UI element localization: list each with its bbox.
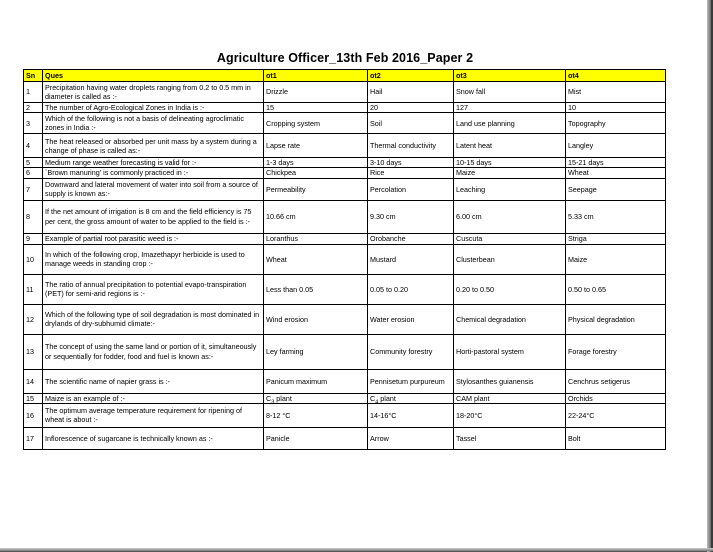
row-option-4: Mist — [566, 82, 666, 103]
table-row — [24, 200, 666, 233]
row-option-2: 3-10 days — [368, 158, 454, 168]
page-edge-shadow-bottom — [0, 548, 713, 551]
row-question: The scientific name of napier grass is :- — [43, 369, 264, 393]
row-option-1: Less than 0.05 — [264, 274, 368, 304]
row-question: In which of the following crop, Imazethapyr herbicide is used to manage weeds in standing crop :- — [43, 244, 264, 274]
row-question: The concept of using the same land or portion of it, simultaneously or sequentially for fodder, food and fuel is known as:- — [43, 334, 264, 369]
row-question: The ratio of annual precipitation to potential evapo-transpiration (PET) for semi-arid regions is :- — [43, 274, 264, 304]
row-question: Which of the following is not a basis of delineating agroclimatic zones in India :- — [43, 113, 264, 134]
row-option-4: Forage forestry — [566, 334, 666, 369]
row-sn: 1 — [24, 82, 43, 103]
table-row — [24, 393, 666, 403]
c3-suffix: plant — [274, 393, 292, 403]
row-option-2: Percolation — [368, 178, 454, 200]
c3-letter: C — [266, 393, 272, 403]
row-option-4: Striga — [566, 233, 666, 244]
row-option-3: Land use planning — [454, 113, 566, 134]
header-ot4: ot4 — [566, 70, 666, 82]
row-option-4: 22-24°C — [566, 403, 666, 427]
header-ot3: ot3 — [454, 70, 566, 82]
row-option-3: Cuscuta — [454, 233, 566, 244]
row-question: Inflorescence of sugarcane is technically known as :- — [43, 427, 264, 449]
table-row — [24, 334, 666, 369]
row-option-4: Physical degradation — [566, 304, 666, 334]
row-option-1 — [264, 393, 368, 403]
row-option-1: 15 — [264, 103, 368, 113]
row-sn: 5 — [24, 158, 43, 168]
row-question: Precipitation having water droplets ranging from 0.2 to 0.5 mm in diameter is called as :- — [43, 82, 264, 103]
row-option-3: Snow fall — [454, 82, 566, 103]
row-sn: 15 — [24, 393, 43, 403]
row-option-3: 6.00 cm — [454, 200, 566, 233]
c3-subscript: 3 — [271, 399, 275, 404]
row-sn: 14 — [24, 369, 43, 393]
row-sn: 3 — [24, 113, 43, 134]
page-title: Agriculture Officer_13th Feb 2016_Paper 2 — [216, 51, 474, 65]
row-option-2 — [368, 393, 454, 403]
row-option-3: 18-20°C — [454, 403, 566, 427]
row-sn: 17 — [24, 427, 43, 449]
row-option-4: Bolt — [566, 427, 666, 449]
row-sn: 16 — [24, 403, 43, 427]
row-question: The optimum average temperature requirement for ripening of wheat is about :- — [43, 403, 264, 427]
row-sn: 8 — [24, 200, 43, 233]
question-table — [23, 69, 666, 450]
c4-letter: C — [370, 393, 376, 403]
row-option-4: Seepage — [566, 178, 666, 200]
row-option-2: 0.05 to 0.20 — [368, 274, 454, 304]
table-row — [24, 113, 666, 134]
row-option-1: Drizzle — [264, 82, 368, 103]
page-edge-shadow-right — [707, 0, 711, 552]
row-option-1: Wheat — [264, 244, 368, 274]
table-row — [24, 274, 666, 304]
row-question: The heat released or absorbed per unit mass by a system during a change of phase is called as:- — [43, 134, 264, 158]
row-sn: 6 — [24, 168, 43, 178]
row-option-2: Hail — [368, 82, 454, 103]
table-header-row — [24, 70, 666, 82]
row-option-2: 20 — [368, 103, 454, 113]
row-option-3: Tassel — [454, 427, 566, 449]
row-option-1: Cropping system — [264, 113, 368, 134]
row-question: Which of the following type of soil degradation is most dominated in drylands of dry-subhumid climate:- — [43, 304, 264, 334]
row-option-4: 10 — [566, 103, 666, 113]
row-option-1: 10.66 cm — [264, 200, 368, 233]
table-row — [24, 369, 666, 393]
table-row — [24, 82, 666, 103]
row-option-2: Pennisetum purpureum — [368, 369, 454, 393]
table-row — [24, 244, 666, 274]
row-option-2: Rice — [368, 168, 454, 178]
row-option-2: Community forestry — [368, 334, 454, 369]
row-option-2: 14-16°C — [368, 403, 454, 427]
row-option-4: 0.50 to 0.65 — [566, 274, 666, 304]
row-option-3: 0.20 to 0.50 — [454, 274, 566, 304]
row-option-4: Langley — [566, 134, 666, 158]
row-sn: 2 — [24, 103, 43, 113]
table-row — [24, 178, 666, 200]
row-option-4: Cenchrus setigerus — [566, 369, 666, 393]
row-sn: 4 — [24, 134, 43, 158]
row-option-1: Permeability — [264, 178, 368, 200]
row-option-2: 9.30 cm — [368, 200, 454, 233]
row-option-3: Chemical degradation — [454, 304, 566, 334]
row-sn: 9 — [24, 233, 43, 244]
row-option-1: Ley farming — [264, 334, 368, 369]
row-option-4: Orchids — [566, 393, 666, 403]
table-row — [24, 403, 666, 427]
row-option-3: Stylosanthes guianensis — [454, 369, 566, 393]
row-option-2: Water erosion — [368, 304, 454, 334]
row-question: `Brown manuring' is commonly practiced in :- — [43, 168, 264, 178]
row-question: If the net amount of irrigation is 8 cm and the field efficiency is 75 per cent, the gross amount of water to be applied to the field is :- — [43, 200, 264, 233]
table-row — [24, 134, 666, 158]
row-sn: 10 — [24, 244, 43, 274]
row-option-2: Soil — [368, 113, 454, 134]
table-row — [24, 304, 666, 334]
row-option-1: Panicum maximum — [264, 369, 368, 393]
row-sn: 12 — [24, 304, 43, 334]
header-ot2: ot2 — [368, 70, 454, 82]
row-option-3: Clusterbean — [454, 244, 566, 274]
table-row — [24, 158, 666, 168]
row-option-4: Topography — [566, 113, 666, 134]
table-row — [24, 168, 666, 178]
row-option-3: 127 — [454, 103, 566, 113]
header-sn: Sn — [24, 70, 43, 82]
row-option-2: Arrow — [368, 427, 454, 449]
row-option-4: 15-21 days — [566, 158, 666, 168]
header-ques: Ques — [43, 70, 264, 82]
row-option-1: 8-12 °C — [264, 403, 368, 427]
row-option-3: Horti-pastoral system — [454, 334, 566, 369]
row-option-2: Mustard — [368, 244, 454, 274]
table-row — [24, 103, 666, 113]
table-row — [24, 427, 666, 449]
row-sn: 7 — [24, 178, 43, 200]
row-option-1: Lapse rate — [264, 134, 368, 158]
c4-suffix: plant — [378, 393, 396, 403]
row-option-3: Maize — [454, 168, 566, 178]
row-option-2: Orobanche — [368, 233, 454, 244]
row-sn: 13 — [24, 334, 43, 369]
row-question: The number of Agro-Ecological Zones in India is :- — [43, 103, 264, 113]
row-option-3: Leaching — [454, 178, 566, 200]
row-sn: 11 — [24, 274, 43, 304]
table-row — [24, 233, 666, 244]
row-question: Medium range weather forecasting is valid for :- — [43, 158, 264, 168]
row-question: Maize is an example of :- — [43, 393, 264, 403]
header-ot1: ot1 — [264, 70, 368, 82]
row-option-1: Chickpea — [264, 168, 368, 178]
row-option-4: 5.33 cm — [566, 200, 666, 233]
row-question: Downward and lateral movement of water into soil from a source of supply is known as:- — [43, 178, 264, 200]
row-question: Example of partial root parasitic weed is :- — [43, 233, 264, 244]
row-option-1: Loranthus — [264, 233, 368, 244]
row-option-1: 1-3 days — [264, 158, 368, 168]
c4-subscript: 4 — [375, 399, 379, 404]
row-option-3: Latent heat — [454, 134, 566, 158]
row-option-3: 10-15 days — [454, 158, 566, 168]
row-option-1: Panicle — [264, 427, 368, 449]
row-option-4: Maize — [566, 244, 666, 274]
row-option-2: Thermal conductivity — [368, 134, 454, 158]
row-option-1: Wind erosion — [264, 304, 368, 334]
row-option-3: CAM plant — [454, 393, 566, 403]
row-option-4: Wheat — [566, 168, 666, 178]
